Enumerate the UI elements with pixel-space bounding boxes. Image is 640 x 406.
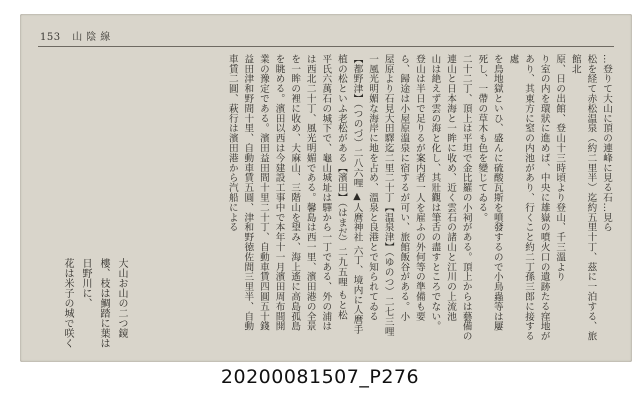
body-line: を眺める。濱田以西は今建設工事中で本年十一月濱田周布間開 xyxy=(273,54,285,332)
body-line: …登りて大山に頂の連峰に見る石…見ら xyxy=(601,54,612,233)
body-line: 二十二丁、頂上は平坦で金比羅の小祠がある。頂上からは藝備の xyxy=(460,54,472,342)
body-line: は西北二十丁、風光明媚である。馨島は西一里、濱田港の全景 xyxy=(304,54,316,332)
image-caption: 20200081507_P276 xyxy=(220,366,420,388)
body-line: あり、其東方に窒の内池があり、行くこと約二丁孫三郎に接する處 xyxy=(507,54,535,342)
body-line: 【都野津】（つのづ）二八六哩 ▲人麿神社 六丁、境内に人麿手 xyxy=(351,54,363,335)
body-line: 一風光明媚な海岸に地を占め、溫泉と良港とで知られてゐる xyxy=(367,54,379,322)
body-line: 松を経て赤松温泉（約二里半）迄約五里十丁、茲に一泊する、旅館北 xyxy=(569,54,597,342)
body-line: 植の松といふ老松がある【濱田】（はまだ）二九五哩 もと松 xyxy=(335,54,347,320)
body-line: 車賃二圓、萩行は濱田港から汽船による xyxy=(226,54,238,233)
folk-song-verse xyxy=(62,258,130,354)
body-line: 業の豫定である。濱田益田間十里二十丁、自動車賃四圓五十錢 xyxy=(257,54,269,332)
body-line: ら、歸途は小屋原溫泉に宿するが可い、旅館飯谷がある。小 xyxy=(398,54,410,322)
poem-line: 花は米子の城で咲く xyxy=(62,258,73,348)
body-line: 死し、一帶の草木も色を變じてゐる。 xyxy=(476,54,488,223)
body-line: 益田津和野間十里、自動車賃五圓、津和野徳佐間三里半、自動 xyxy=(242,54,254,332)
body-line: り室の内を環狀に進めば、中央に雄嶽の噴火口の遺跡たる窪地が xyxy=(538,54,550,342)
body-line: 原、日の出館、登山十三時頃より登山、千三溫より xyxy=(554,54,566,282)
body-line: 登山は半日で足りるが案内者一人を雇ふの外何等の準備も要 xyxy=(413,54,425,322)
body-line: 屋原より石見大田驛迄二里二十丁【温泉津】（ゆのつ）二七三哩 xyxy=(382,54,394,337)
page-header xyxy=(40,28,114,43)
body-line: を鳥地獄といひ、盛んに硫酸瓦斯を噴發するので小鳥蟲等は屢 xyxy=(491,54,503,332)
section-title: 山陰線 xyxy=(72,32,115,43)
body-line: を一眸の裡に收め、大麻山、三階山を望み、海上遙に高島孤島 xyxy=(289,54,301,332)
body-line: 山は絶えず雲の海と化し、其壯觀は筆舌の盡すところでない。 xyxy=(429,54,441,332)
header-rule xyxy=(38,46,614,47)
body-line: 平氏六萬石の城下で、龜山城址は驛から一丁である、外の浦は xyxy=(320,54,332,332)
body-line: 連山と日本海と一眸に收め、近く雲石の諸山と江川の上流池 xyxy=(445,54,457,322)
book-page xyxy=(20,14,632,362)
body-text xyxy=(130,54,614,342)
poem-line: 大山お山の二つ鏡樓、枝は鯛踏に葉は日野川に、 xyxy=(80,258,127,348)
page-number: 153 xyxy=(40,32,61,43)
